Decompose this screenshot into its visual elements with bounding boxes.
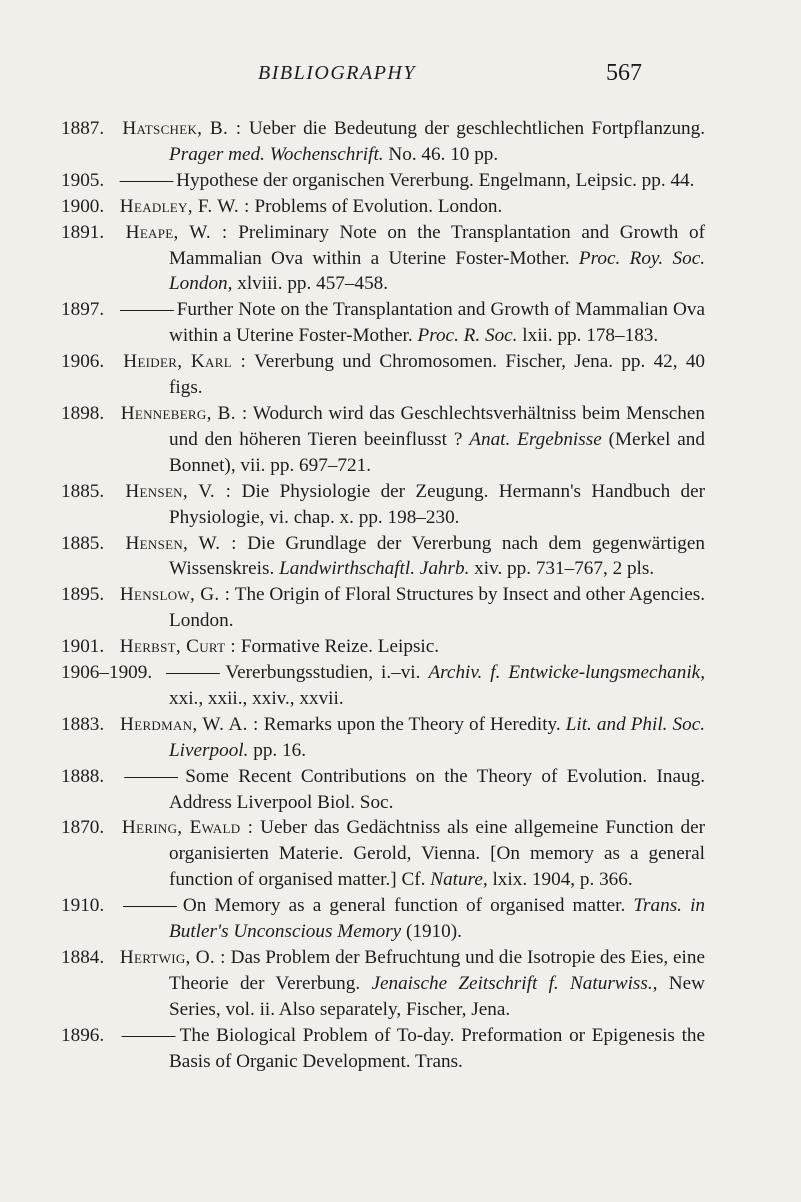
- entry-year: 1906–1909.: [61, 662, 153, 684]
- ditto-dash: ———: [123, 895, 175, 917]
- entry-text: Problems of Evolution. London.: [254, 195, 503, 217]
- entry-text: Hypothese der organischen Vererbung. Engelmann, Leipsic. pp. 44.: [176, 169, 695, 191]
- entry-journal: Nature,: [430, 869, 488, 891]
- bibliography-entry: 1897. ——— Further Note on the Transplantation and Growth of Mammalian Ova within a Uterine Foster-Mother. Proc. R. Soc. lxii. pp. 178–183.: [61, 299, 705, 347]
- entry-text: xlviii. pp. 457–458.: [232, 273, 389, 295]
- entry-text: On Memory as a general function of organised matter.: [182, 895, 634, 917]
- page-number: 567: [606, 60, 642, 86]
- ditto-dash: ———: [119, 169, 172, 191]
- entry-text: New Series, vol. ii. Also separately, Fischer, Jena.: [169, 972, 705, 1020]
- entry-text: Remarks upon the Theory of Heredity.: [263, 713, 566, 735]
- ditto-dash: ———: [166, 662, 218, 684]
- entry-text: The Biological Problem of To-day. Preformation or Epigenesis the Basis of Organic Development. Trans.: [169, 1024, 706, 1072]
- entry-text: Vererbungsstudien, i.–vi.: [225, 662, 429, 684]
- page-title: BIBLIOGRAPHY: [258, 62, 416, 84]
- entry-author: Hatschek, B. :: [122, 118, 242, 139]
- entry-text: The Origin of Floral Structures by Insect and other Agencies. London.: [169, 584, 706, 632]
- entry-text: Die Grundlage der Vererbung nach dem gegenwärtigen Wissenskreis.: [169, 532, 706, 580]
- entry-journal: Archiv. f. Entwicke-lungsmechanik,: [428, 662, 705, 684]
- bibliography-entry: 1887. Hatschek, B. : Ueber die Bedeutung der geschlechtlichen Fortpflanzung. Prager med. Wochenschrift. No. 46. 10 pp.: [61, 118, 706, 165]
- entry-author: Henslow, G. :: [119, 584, 231, 606]
- entry-text: Ueber das Gedächtniss als eine allgemeine Function der organisierten Materie. Gerold, Vienna. [On memory as a general function of organised matter.] Cf.: [169, 817, 705, 891]
- bibliography-entry: 1910. ——— On Memory as a general function of organised matter. Trans. in Butler's Unconscious Memory (1910).: [61, 895, 706, 943]
- bibliography-entry: 1901. Herbst, Curt : Formative Reize. Leipsic.: [61, 636, 440, 658]
- entry-text: xiv. pp. 731–767, 2 pls.: [469, 558, 655, 580]
- ditto-dash: ———: [121, 1024, 174, 1046]
- entry-author: Hensen, V. :: [125, 480, 232, 502]
- entry-author: Herdman, W. A. :: [120, 713, 259, 735]
- bibliography-entry: 1895. Henslow, G. : The Origin of Floral Structures by Insect and other Agencies. London.: [61, 584, 706, 632]
- entry-author: Hering, Ewald :: [121, 817, 254, 839]
- entry-author: Heape, W. :: [125, 221, 228, 243]
- entry-journal: Landwirthschaftl. Jahrb.: [279, 558, 470, 580]
- entry-text: Further Note on the Transplantation and Growth of Mammalian Ova within a Uterine Foster-Mother.: [169, 299, 705, 347]
- bibliography-entry: 1884. Hertwig, O. : Das Problem der Befruchtung und die Isotropie des Eies, eine Theorie der Vererbung. Jenaische Zeitschrift f. Naturwiss., New Series, vol. ii. Also separately, Fischer, Jena.: [61, 947, 706, 1020]
- bibliography-entry: 1906. Heider, Karl : Vererbung und Chromosomen. Fischer, Jena. pp. 42, 40 figs.: [61, 351, 706, 399]
- entry-text: Formative Reize. Leipsic.: [240, 636, 440, 658]
- entry-text: Wodurch wird das Geschlechtsverhältniss beim Menschen und den höheren Tieren beeinflusst ?: [169, 402, 706, 450]
- entry-text: Das Problem der Befruchtung und die Isotropie des Eies, eine Theorie der Vererbung.: [169, 947, 706, 994]
- entry-author: Hensen, W. :: [125, 532, 237, 554]
- bibliography-entry: [61, 660, 705, 712]
- bibliography-entry: 1898. Henneberg, B. : Wodurch wird das Geschlechtsverhältniss beim Menschen und den höheren Tieren beeinflusst ? Anat. Ergebnisse (Merkel and Bonnet), vii. pp. 697–721.: [61, 402, 706, 476]
- ditto-dash: ———: [124, 765, 176, 787]
- entry-journal: Jenaische Zeitschrift f. Naturwiss.,: [371, 972, 658, 994]
- running-head: [0, 62, 801, 102]
- entry-text: Die Physiologie der Zeugung. Hermann's Handbuch der Physiologie, vi. chap. x. pp. 198–230.: [169, 480, 706, 528]
- entry-text: pp. 16.: [248, 739, 306, 761]
- entry-text: lxii. pp. 178–183.: [517, 325, 659, 347]
- bibliography-entry: 1870. Hering, Ewald : Ueber das Gedächtniss als eine allgemeine Function der organisierten Materie. Gerold, Vienna. [On memory as a general function of organised matter.] Cf. Nature, lxix. 1904, p. 366.: [61, 817, 705, 891]
- entry-text: xxi., xxii., xxiv., xxvii.: [169, 687, 344, 709]
- entry-author: Headley, F. W. :: [119, 195, 250, 217]
- entry-text: Vererbung und Chromosomen. Fischer, Jena. pp. 42, 40 figs.: [169, 351, 706, 399]
- bibliography-entry: 1891. Heape, W. : Preliminary Note on the Transplantation and Growth of Mammalian Ova within a Uterine Foster-Mother. Proc. Roy. Soc. London, xlviii. pp. 457–458.: [61, 221, 706, 295]
- bibliography-entry: 1905. ——— Hypothese der organischen Vererbung. Engelmann, Leipsic. pp. 44.: [61, 169, 695, 191]
- entry-journal: Proc. R. Soc.: [417, 325, 518, 347]
- entry-author: Henneberg, B. :: [120, 402, 248, 424]
- entry-text: Some Recent Contributions on the Theory of Evolution. Inaug. Address Liverpool Biol. Soc.: [169, 765, 705, 813]
- bibliography-entry: 1888. ——— Some Recent Contributions on the Theory of Evolution. Inaug. Address Liverpool Biol. Soc.: [61, 765, 705, 813]
- bibliography-entry: 1885. Hensen, W. : Die Grundlage der Vererbung nach dem gegenwärtigen Wissenskreis. Landwirthschaftl. Jahrb. xiv. pp. 731–767, 2 pls.: [61, 532, 706, 580]
- entry-text: Preliminary Note on the Transplantation and Growth of Mammalian Ova within a Uterine Foster-Mother.: [169, 221, 705, 269]
- bibliography-list: [61, 116, 706, 1075]
- bibliography-entry: 1896. ——— The Biological Problem of To-day. Preformation or Epigenesis the Basis of Organic Development. Trans.: [61, 1024, 706, 1072]
- bibliography-entry: 1885. Hensen, V. : Die Physiologie der Zeugung. Hermann's Handbuch der Physiologie, vi. chap. x. pp. 198–230.: [61, 480, 706, 528]
- entry-author: Herbst, Curt :: [119, 636, 237, 658]
- entry-journal: Lit. and Phil. Soc. Liverpool.: [169, 713, 706, 761]
- entry-text: Ueber die Bedeutung der geschlechtlichen Fortpflanzung.: [248, 118, 706, 139]
- entry-journal: Trans. in Butler's Unconscious Memory: [169, 895, 706, 943]
- entry-author: Hertwig, O. :: [119, 947, 226, 968]
- entry-text: lxix. 1904, p. 366.: [487, 869, 633, 891]
- entry-text: (1910).: [401, 921, 462, 943]
- entry-text: (Merkel and Bonnet), vii. pp. 697–721.: [169, 428, 705, 476]
- ditto-dash: ———: [120, 299, 172, 321]
- entry-author: Heider, Karl :: [123, 351, 247, 373]
- entry-journal: Prager med. Wochenschrift.: [169, 143, 384, 165]
- bibliography-entry: 1900. Headley, F. W. : Problems of Evolution. London.: [61, 195, 503, 217]
- entry-text: No. 46. 10 pp.: [383, 143, 499, 165]
- entry-journal: Anat. Ergebnisse: [469, 428, 602, 450]
- entry-journal: Proc. Roy. Soc. London,: [169, 247, 706, 295]
- bibliography-entry: 1883. Herdman, W. A. : Remarks upon the Theory of Heredity. Lit. and Phil. Soc. Liverpool. pp. 16.: [61, 713, 706, 761]
